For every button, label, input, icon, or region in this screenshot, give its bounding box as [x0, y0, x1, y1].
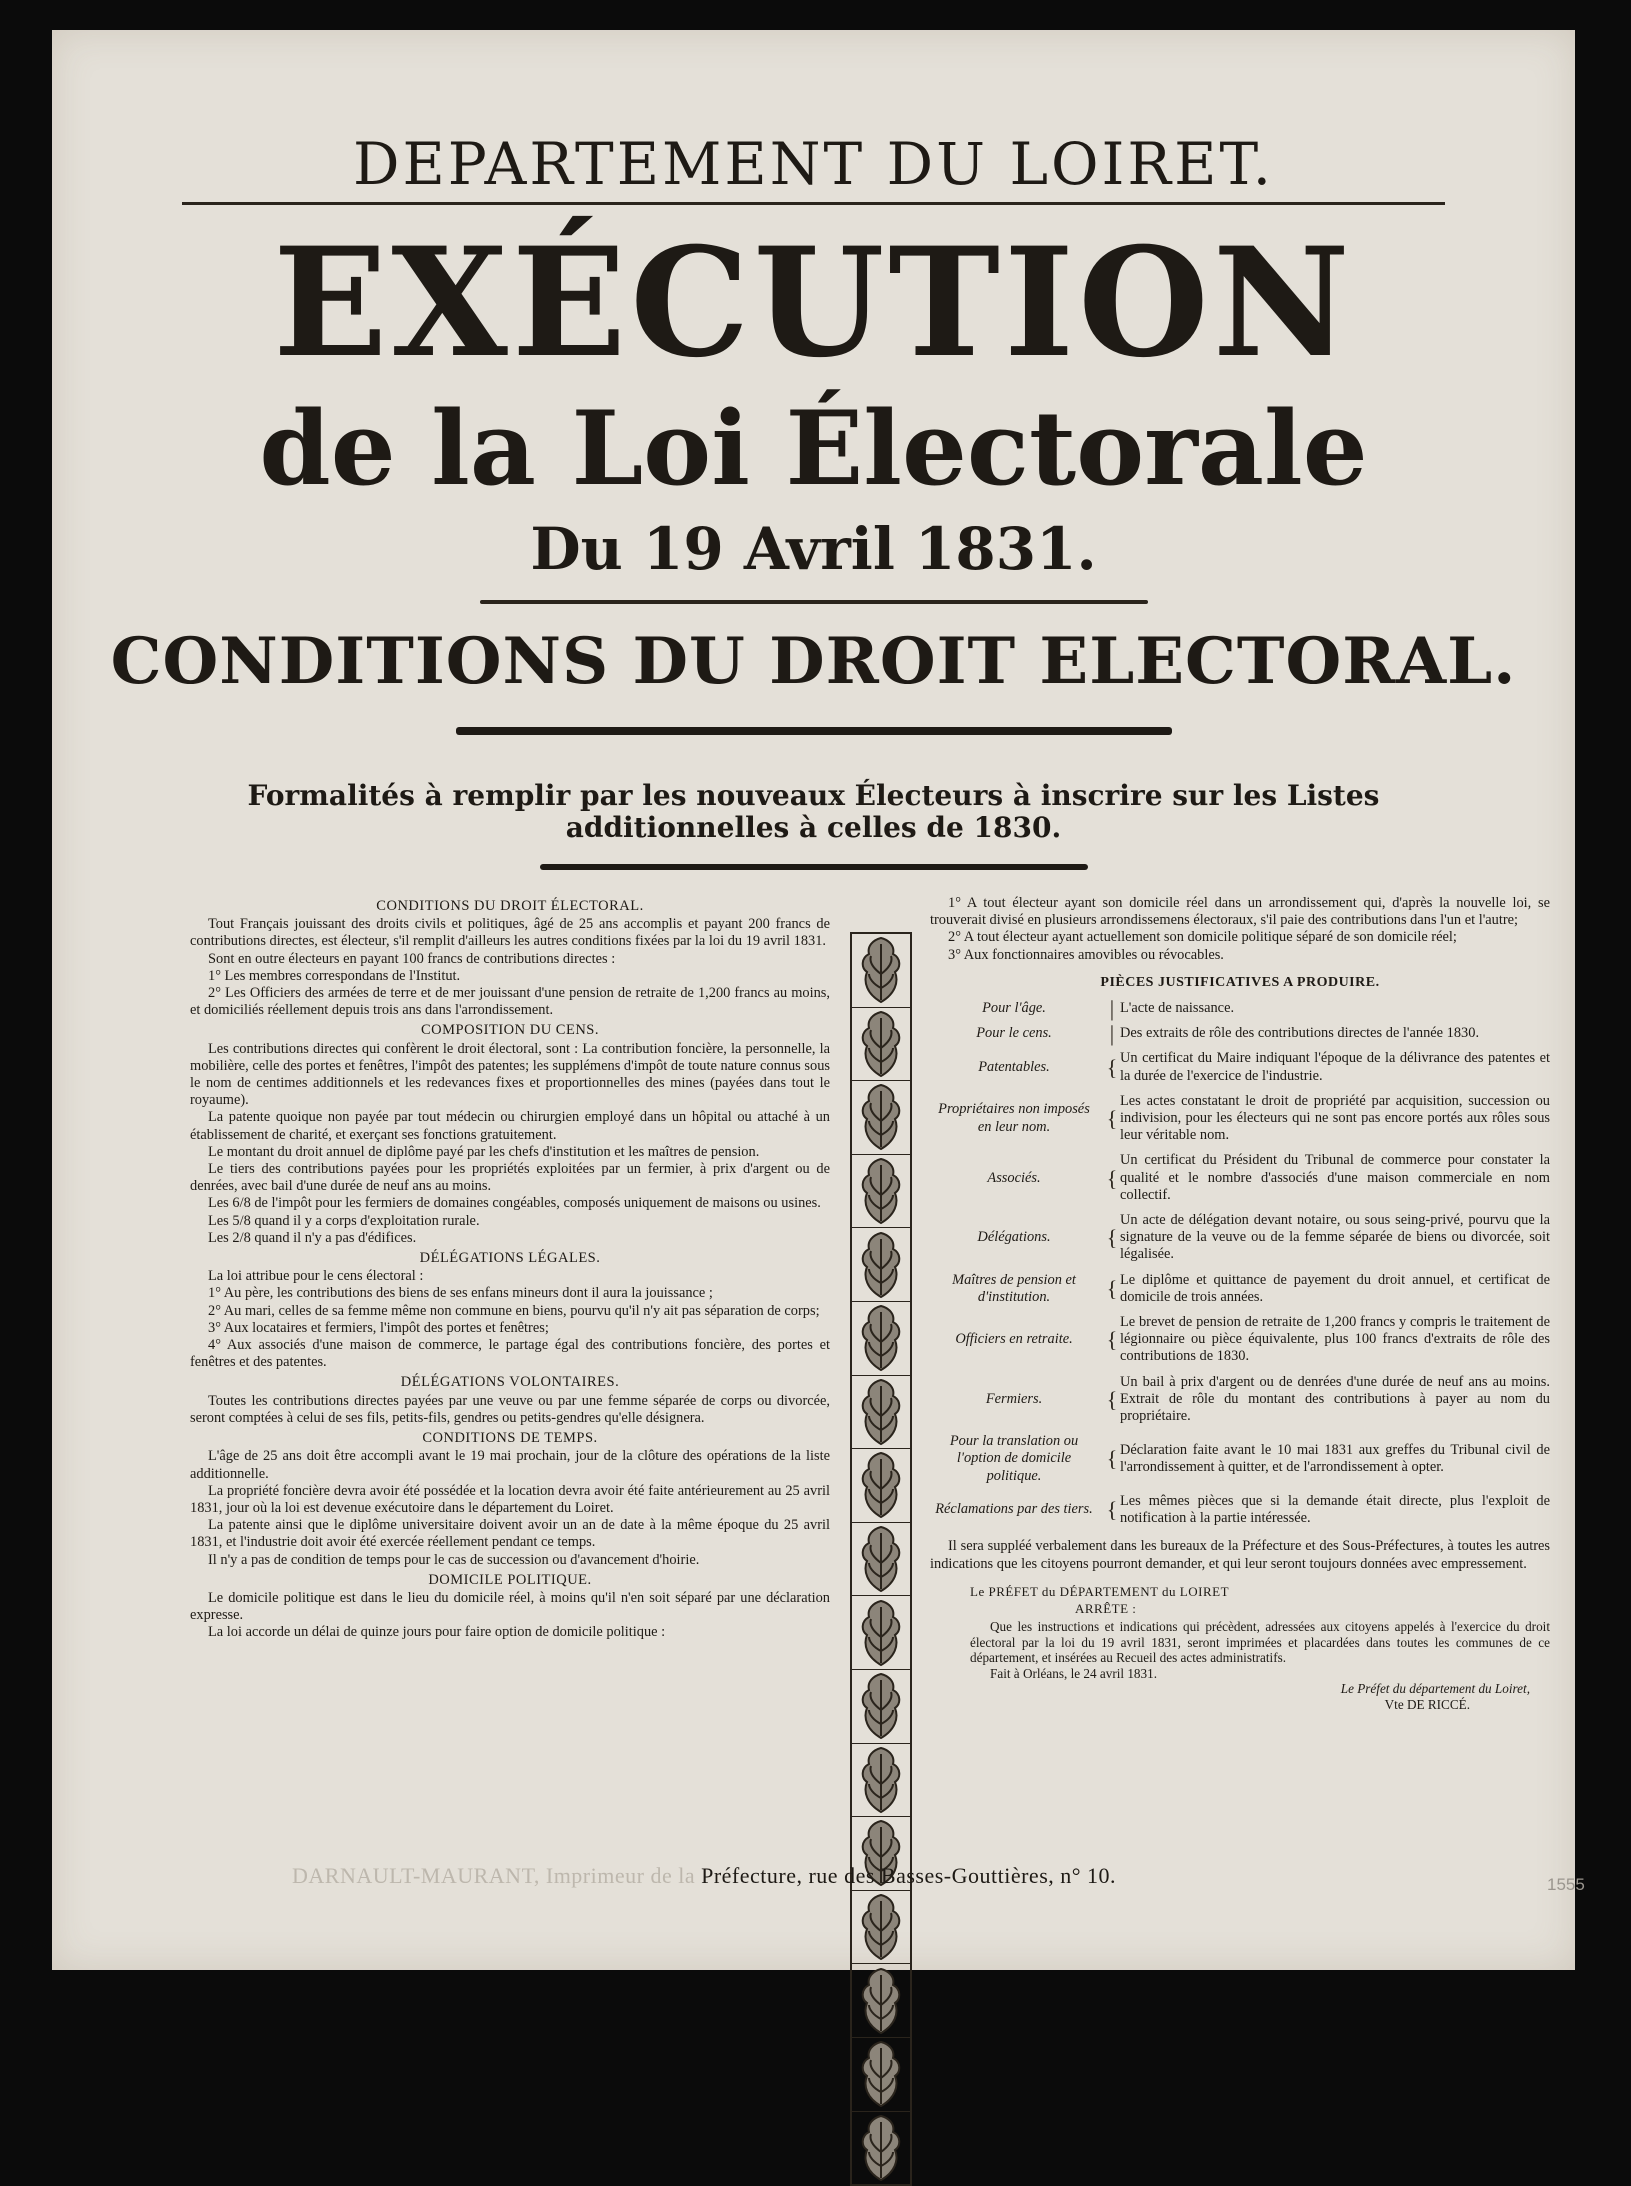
printer-address: Préfecture, rue des Basses-Gouttières, n° 10. [701, 1863, 1117, 1888]
brace-mark: { [1106, 1327, 1118, 1353]
paragraph: Le domicile politique est dans le lieu du domicile réel, à moins qu'il n'en soit séparé par une déclaration expresse. [190, 1589, 830, 1624]
paragraph: 2° Au mari, celles de sa femme même non commune en biens, pourvu qu'il n'y ait pas séparation de corps; [208, 1302, 820, 1319]
heading-delegations-legales: DÉLÉGATIONS LÉGALES. [419, 1250, 601, 1267]
pieces-label: Réclamations par des tiers. [935, 1501, 1093, 1518]
pieces-row [930, 997, 1550, 1022]
pieces-row [930, 1269, 1550, 1311]
execution-title: EXÉCUTION [273, 215, 1354, 391]
heading-cens: COMPOSITION DU CENS. [421, 1022, 599, 1039]
acanthus-leaf-icon [852, 1302, 910, 1376]
acanthus-leaf-icon [852, 1744, 910, 1818]
pieces-row [930, 1430, 1550, 1490]
pieces-label: Patentables. [978, 1059, 1050, 1076]
acanthus-leaf-icon [852, 1228, 910, 1302]
printer-footer [292, 1863, 1392, 1889]
paragraph: Le montant du droit annuel de diplôme payé par les chefs d'institution et les maîtres de pension. [208, 1143, 760, 1160]
paragraph: Les 6/8 de l'impôt pour les fermiers de domaines congéables, composés uniquement de maisons ou usines. [208, 1195, 821, 1212]
paragraph: 2° A tout électeur ayant actuellement son domicile politique séparé de son domicile réel; [948, 929, 1457, 946]
heading-delegations-volontaires: DÉLÉGATIONS VOLONTAIRES. [400, 1374, 620, 1391]
paragraph: 1° Les membres correspondans de l'Institut. [208, 967, 461, 984]
acanthus-leaf-icon [852, 1449, 910, 1523]
pieces-label: Maîtres de pension et d'institution. [952, 1271, 1076, 1305]
date-title: Du 19 Avril 1831. [530, 515, 1097, 583]
paragraph: Tout Français jouissant des droits civils et politiques, âgé de 25 ans accomplis et payant 200 francs de contributions directes, est électeur, s'il remplit d'ailleurs les autres conditions fixées par la loi du 19 avril 1831. [190, 916, 830, 950]
paragraph: La propriété foncière devra avoir été possédée et la location devra avoir été faite antérieurement au 25 avril 1831, jour où la loi est devenue exécutoire dans le département du Loiret. [190, 1482, 830, 1516]
brace-mark: { [1106, 1446, 1118, 1472]
ornamental-divider [850, 932, 912, 2186]
paragraph: Les 2/8 quand il n'y a pas d'édifices. [208, 1229, 417, 1246]
rule-thick [456, 727, 1172, 735]
arrete-heading: ARRÊTE : [1075, 1600, 1137, 1616]
left-column [190, 895, 830, 1642]
conditions-title: CONDITIONS DU DROIT ELECTORAL. [110, 624, 1517, 699]
paragraph: Les 5/8 quand il y a corps d'exploitation rurale. [208, 1212, 480, 1229]
brace-mark: { [1106, 1055, 1118, 1081]
pieces-text: Un certificat du Maire indiquant l'époque de la délivrance des patentes et la durée de l'exercice de l'industrie. [1120, 1050, 1550, 1084]
right-column [930, 895, 1550, 1712]
pieces-text: Le brevet de pension de retraite de 1,200 francs y compris le traitement de légionnaire ou pièce équivalente, plus 100 francs d'extraits de rôle des contributions de 1830. [1120, 1314, 1550, 1365]
acanthus-leaf-icon [852, 1008, 910, 1082]
acanthus-leaf-icon [852, 1670, 910, 1744]
pieces-label: Officiers en retraite. [955, 1331, 1073, 1348]
formalites-subtitle: Formalités à remplir par les nouveaux Électeurs à inscrire sur les Listes additionnelles à celles de 1830. [247, 779, 1380, 844]
pieces-text: Déclaration faite avant le 10 mai 1831 aux greffes du Tribunal civil de l'arrondissement à quitter, et de l'arrondissement à opter. [1120, 1441, 1550, 1476]
pieces-label: Pour l'âge. [982, 1000, 1046, 1017]
pieces-text: Un acte de délégation devant notaire, ou sous seing-privé, pourvu que la signature de la veuve ou de la femme séparée de biens ou divorcée, soit légalisée. [1120, 1212, 1550, 1263]
paragraph: Il n'y a pas de condition de temps pour le cas de succession ou d'avancement d'hoirie. [208, 1551, 700, 1568]
paragraph: 3° Aux fonctionnaires amovibles ou révocables. [948, 946, 1224, 963]
acanthus-leaf-icon [852, 1081, 910, 1155]
acanthus-leaf-icon [852, 1523, 910, 1597]
paragraph: La loi accorde un délai de quinze jours pour faire option de domicile politique : [208, 1624, 666, 1641]
pieces-label: Propriétaires non imposés en leur nom. [938, 1101, 1090, 1135]
pieces-label: Pour la translation ou l'option de domicile politique. [949, 1433, 1079, 1484]
paragraph: 1° Au père, les contributions des biens de ses enfans mineurs dont il aura la jouissance ; [208, 1285, 713, 1302]
pieces-text: Des extraits de rôle des contributions directes de l'année 1830. [1120, 1025, 1480, 1042]
pieces-row [930, 1371, 1550, 1431]
heading-temps: CONDITIONS DE TEMPS. [422, 1430, 598, 1447]
loi-title: de la Loi Électorale [259, 389, 1368, 509]
brace-mark: | [1109, 996, 1115, 1022]
pieces-row [930, 1490, 1550, 1532]
pieces-row [930, 1090, 1550, 1150]
pieces-text: Le diplôme et quittance de payement du droit annuel, et certificat de domicile de trois années. [1120, 1271, 1550, 1305]
signature-title: Le Préfet du département du Loiret, [1340, 1681, 1530, 1697]
acanthus-leaf-icon [852, 934, 910, 1008]
heading-conditions: CONDITIONS DU DROIT ÉLECTORAL. [376, 898, 644, 914]
arrete-text: Que les instructions et indications qui précèdent, adressées aux citoyens appelés à l'exercice du droit électoral par la loi du 19 avril 1831, seront imprimées et placardées dans toutes les communes de ce département, et insérées au Recueil des actes administratifs. [970, 1619, 1550, 1666]
acanthus-leaf-icon [852, 1376, 910, 1450]
paragraph: Toutes les contributions directes payées par une veuve ou par une femme séparée de corps ou divorcée, seront comptées à celui de ses fils, petits-fils, gendres ou petits-gendres qu'elle désignera. [190, 1392, 830, 1426]
paragraph: Le tiers des contributions payées pour les propriétés exploitées par un fermier, à prix d'argent ou de denrées, avec bail d'une durée de neuf ans au moins. [190, 1161, 830, 1195]
acanthus-leaf-icon [852, 2038, 910, 2112]
poster-sheet [52, 30, 1585, 1970]
printer-name: DARNAULT-MAURANT, Imprimeur de la [292, 1863, 696, 1888]
pieces-text: L'acte de naissance. [1120, 1000, 1235, 1017]
fait-line: Fait à Orléans, le 24 avril 1831. [990, 1665, 1158, 1681]
rule-top [182, 202, 1445, 205]
paragraph: La patente quoique non payée par tout médecin ou chirurgien employé dans un hôpital ou attaché à un établissement de charité, et exerçant ses fonctions gratuitement. [190, 1109, 830, 1143]
brace-mark: | [1109, 1021, 1115, 1047]
brace-mark: { [1106, 1276, 1118, 1302]
acanthus-leaf-icon [852, 1155, 910, 1229]
heading-pieces: PIÈCES JUSTIFICATIVES A PRODUIRE. [1100, 974, 1380, 990]
paragraph: La loi attribue pour le cens électoral : [208, 1268, 424, 1285]
paragraph: 3° Aux locataires et fermiers, l'impôt des portes et fenêtres; [208, 1319, 549, 1336]
paragraph: 4° Aux associés d'une maison de commerce, le partage égal des contributions foncière, des portes et fenêtres et des patentes. [190, 1337, 830, 1371]
brace-mark: { [1106, 1225, 1118, 1251]
paragraph: Les contributions directes qui confèrent le droit électoral, sont : La contribution foncière, la personnelle, la mobilière, celle des portes et fenêtres, l'impôt des patentes; les supplémens d'impôt de toute nature connus sous le nom de centimes additionnels et les redevances fixes et proportionnelles des mines (payées dans tout le royaume). [190, 1040, 830, 1109]
arrete-block [930, 1583, 1550, 1712]
pieces-label: Fermiers. [985, 1390, 1043, 1407]
acanthus-leaf-icon [852, 2112, 910, 2185]
rule-middle [480, 600, 1148, 604]
pieces-row [930, 1209, 1550, 1269]
paragraph-supplee: Il sera suppléé verbalement dans les bureaux de la Préfecture et des Sous-Préfectures, à toutes les autres indications que les citoyens pourront demander, et qui leur seront toujours données avec empressement. [930, 1538, 1550, 1572]
pieces-text: Les mêmes pièces que si la demande était directe, plus l'exploit de notification à la partie intéressée. [1120, 1492, 1550, 1527]
pieces-label: Pour le cens. [976, 1025, 1052, 1042]
pieces-row [930, 1149, 1550, 1209]
pieces-text: Un bail à prix d'argent ou de denrées d'une durée de neuf ans au moins. Extrait de rôle du montant des contributions à payer au nom du propriétaire. [1120, 1373, 1550, 1425]
archive-number: 1555 [1547, 1875, 1585, 1894]
pieces-table [930, 997, 1550, 1532]
brace-mark: { [1106, 1106, 1118, 1132]
acanthus-leaf-icon [852, 1964, 910, 2038]
pieces-row [930, 1022, 1550, 1047]
paragraph: 1° A tout électeur ayant son domicile réel dans un arrondissement qui, d'après la nouvelle loi, se trouverait divisé en plusieurs arrondissemens électoraux, s'il paie des contributions dans l'un et l'autre; [930, 895, 1550, 929]
acanthus-leaf-icon [852, 1891, 910, 1965]
paragraph: La patente ainsi que le diplôme universitaire doivent avoir un an de date à la même époque du 25 avril 1831, et l'industrie doit avoir été exercée réellement pendant ce temps. [190, 1517, 830, 1551]
paragraph: 2° Les Officiers des armées de terre et de mer jouissant d'une pension de retraite de 1,200 francs au moins, et domiciliés réellement depuis trois ans dans l'arrondissement. [190, 985, 830, 1019]
pieces-row [930, 1047, 1550, 1089]
brace-mark: { [1106, 1165, 1118, 1191]
signature-name: Vte DE RICCÉ. [1384, 1696, 1470, 1712]
department-heading: DEPARTEMENT DU LOIRET. [352, 130, 1275, 198]
paragraph: Sont en outre électeurs en payant 100 francs de contributions directes : [208, 950, 616, 967]
pieces-text: Un certificat du Président du Tribunal de commerce pour constater la qualité et le nombre d'associés d'une maison commerciale en nom collectif. [1120, 1152, 1550, 1203]
prefet-heading: Le PRÉFET du DÉPARTEMENT du LOIRET [970, 1583, 1230, 1599]
pieces-label: Délégations. [977, 1229, 1051, 1246]
brace-mark: { [1106, 1386, 1118, 1412]
pieces-text: Les actes constatant le droit de propriété par acquisition, succession ou indivision, pour les électeurs qui ne sont pas encore portés aux rôles sous leur véritable nom. [1120, 1092, 1550, 1144]
rule-short [540, 864, 1088, 870]
paragraph: L'âge de 25 ans doit être accompli avant le 19 mai prochain, jour de la clôture des opérations de la liste additionnelle. [190, 1448, 830, 1482]
heading-domicile: DOMICILE POLITIQUE. [428, 1571, 592, 1588]
pieces-row [930, 1311, 1550, 1371]
acanthus-leaf-icon [852, 1596, 910, 1670]
pieces-label: Associés. [987, 1169, 1041, 1186]
brace-mark: { [1106, 1497, 1118, 1523]
